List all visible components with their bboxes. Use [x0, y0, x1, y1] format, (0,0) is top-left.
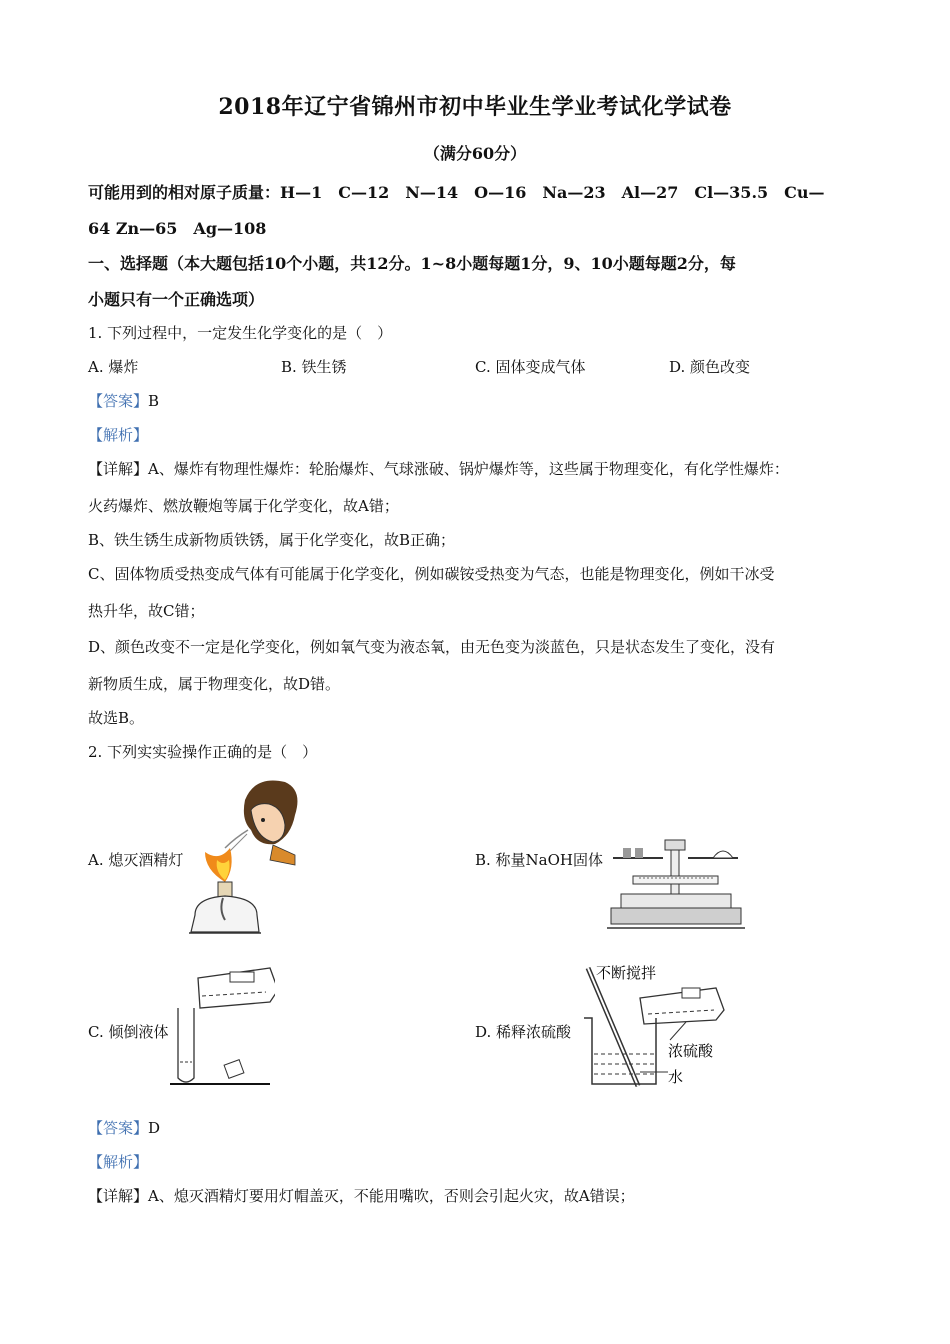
q2-answer-text: D [148, 1119, 161, 1137]
q2-stem: 2. 下列实实验操作正确的是（ ） [88, 743, 318, 761]
q2-option-c: C. 倾倒液体 [88, 1023, 169, 1041]
section-heading-line-2: 小题只有一个正确选项） [88, 290, 265, 309]
atomic-mass-line-2: 64 Zn—65 Ag—108 [88, 219, 267, 238]
q1-detail-line-1: 【详解】A、爆炸有物理性爆炸：轮胎爆炸、气球涨破、锅炉爆炸等，这些属于物理变化，有化学性爆炸： [88, 460, 789, 478]
q1-analysis-label: 【解析】 [88, 426, 149, 444]
q2-answer: 【答案】D [88, 1119, 161, 1137]
figure-pouring-liquid [170, 962, 275, 1090]
q1-option-a: A. 爆炸 [88, 358, 139, 376]
q1-detail-line-7: 新物质生成，属于物理变化，故D错。 [88, 675, 341, 693]
q1-answer: 【答案】B [88, 392, 160, 410]
q1-detail-line-2: 火药爆炸、燃放鞭炮等属于化学变化，故A错； [88, 497, 399, 515]
section-heading-line-1: 一、选择题（本大题包括10个小题，共12分。1~8小题每题1分，9、10小题每题2分，每 [88, 254, 736, 273]
page-subtitle: （满分60分） [423, 144, 527, 163]
q1-detail-line-3: B、铁生锈生成新物质铁锈，属于化学变化，故B正确； [88, 531, 456, 549]
q1-stem: 1. 下列过程中，一定发生化学变化的是（ ） [88, 324, 393, 342]
figure-dilute-acid [578, 958, 738, 1090]
q1-answer-text: B [148, 392, 160, 410]
figure-blow-out-lamp [185, 770, 305, 940]
label-water: 水 [668, 1068, 684, 1086]
q2-detail-line-1: 【详解】A、熄灭酒精灯要用灯帽盖灭，不能用嘴吹，否则会引起火灾，故A错误； [88, 1187, 635, 1205]
q1-option-d: D. 颜色改变 [669, 358, 751, 376]
page-title: 2018年辽宁省锦州市初中毕业生学业考试化学试卷 [218, 94, 732, 120]
q1-detail-line-5: 热升华，故C错； [88, 602, 205, 620]
label-acid: 浓硫酸 [668, 1042, 714, 1060]
q2-option-a: A. 熄灭酒精灯 [88, 851, 184, 869]
q1-option-c: C. 固体变成气体 [475, 358, 586, 376]
label-stir: 不断搅拌 [596, 964, 657, 982]
figure-balance [603, 838, 748, 933]
q1-detail-line-6: D、颜色改变不一定是化学变化，例如氧气变为液态氧，由无色变为淡蓝色，只是状态发生了变化，没有 [88, 638, 776, 656]
q1-option-b: B. 铁生锈 [281, 358, 347, 376]
q2-analysis-label: 【解析】 [88, 1153, 149, 1171]
q2-option-d: D. 稀释浓硫酸 [475, 1023, 572, 1041]
q2-option-b: B. 称量NaOH固体 [475, 851, 604, 869]
q1-detail-line-8: 故选B。 [88, 709, 145, 727]
atomic-mass-line-1: 可能用到的相对原子质量：H—1 C—12 N—14 O—16 Na—23 Al—27 Cl—35.5 Cu— [88, 183, 825, 202]
q1-detail-line-4: C、固体物质受热变成气体有可能属于化学变化，例如碳铵受热变为气态，也能是物理变化，例如干冰受 [88, 565, 775, 583]
